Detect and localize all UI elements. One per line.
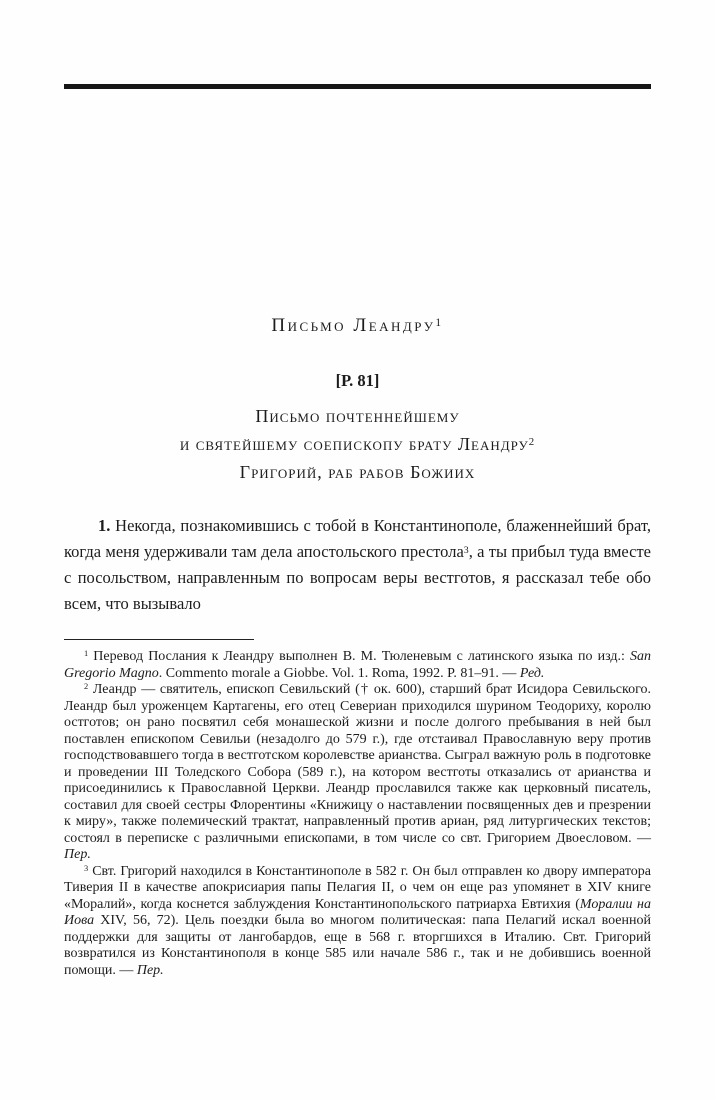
paragraph-number: 1. [98,516,111,535]
body-paragraph [64,513,651,617]
footnote-3-text: Свт. Григорий находился в Константинополе в 582 г. Он был отправлен ко двору императора Тиверия II в качестве апокрисиария папы Пелагия II, о чем он еще раз упомянет в XIV книге «Моралий», когда коснется заблуждения Константинопольского патриарха Евтихия ( [64,863,651,912]
letter-heading [64,402,651,486]
footnote-1-marker: 1 [84,649,89,659]
heading-line-2 [64,430,651,458]
footnote-1-citation: . Commento morale a Giobbe. Vol. 1. Roma, 1992. P. 81–91. — [158,665,520,681]
footnote-2-text: Леандр — святитель, епископ Севильский († ок. 600), старший брат Исидора Севильского. Леандр был уроженцем Картагены, его отец Севериан приходился шурином Теодориху, королю остготов; он рано посвятил себя монашеской жизни и после долгого пребывания в ней был поставлен епископом Севильи (незадолго до 579 г.), где отстаивал Православную веру против господствовавшего тогда в вестготском королевстве арианства. Сыграл важную роль в подготовке и проведении III Толедского Собора (589 г.), на котором вестготы отказались от арианства и присоединились к Православной Церкви. Леандр прославился также как церковный писатель, составил для своей сестры Флорентины «Книжицу о наставлении посвященных дев и презрении к миру», также полемический трактат, направленный против ариан, ряд литургических текстов; состоял в переписке с различными епископами, в том числе со свт. Григорием Двоесловом. — [64,682,651,846]
body-text-before-ref: Некогда, познакомившись с тобой в Константинополе, блаженнейший брат, когда меня удерживали там дела апостольского престола [64,516,651,561]
footnote-1 [64,649,651,682]
chapter-title [64,315,651,337]
footnote-1-signature: Ред. [519,665,545,681]
chapter-title-text: Письмо Леандру [271,315,436,336]
page-marker: [Р. 81] [335,371,380,390]
footnote-2 [64,682,651,864]
footnote-3-marker: 3 [84,863,89,873]
footnote-ref-1: 1 [435,316,444,329]
footnote-3 [64,864,651,980]
heading-line-3: Григорий, раб рабов Божиих [239,462,476,482]
footnote-ref-3: 3 [463,544,469,556]
footnote-3-signature: Пер. [136,962,164,978]
heading-line-2-text: и святейшему соепископу брату Леандру [179,434,529,454]
footnote-2-signature: Пер. [64,847,91,862]
footnote-ref-2: 2 [528,436,536,449]
footnote-3-text-cont: XIV, 56, 72). Цель поездки была во многом политическая: папа Пелагий искал военной поддержки для защиты от лангобардов, еще в 568 г. вторгшихся в Италию. Свт. Григорий возвратился из Константинополя в конце 585 или начале 586 г., так и не добившись военной помощи. — [64,913,651,978]
body-text-after-ref: , а ты прибыл туда вместе с посольством, направленным по вопросам веры вестготов, я рассказал тебе обо всем, что вызывало [64,542,652,613]
footnote-1-citation-author: San Gregorio Magno [64,649,651,681]
footnote-separator-rule [64,639,254,640]
footnote-3-work-title: Моралии на Иова [64,896,651,928]
heading-line-1: Письмо почтеннейшему [255,406,460,426]
footnote-2-marker: 2 [84,682,89,692]
footnotes-section [64,649,651,979]
header-rule [64,84,651,89]
footnote-1-text: Перевод Послания к Леандру выполнен В. М. Тюленевым с латинского языка по изд.: [88,649,630,664]
